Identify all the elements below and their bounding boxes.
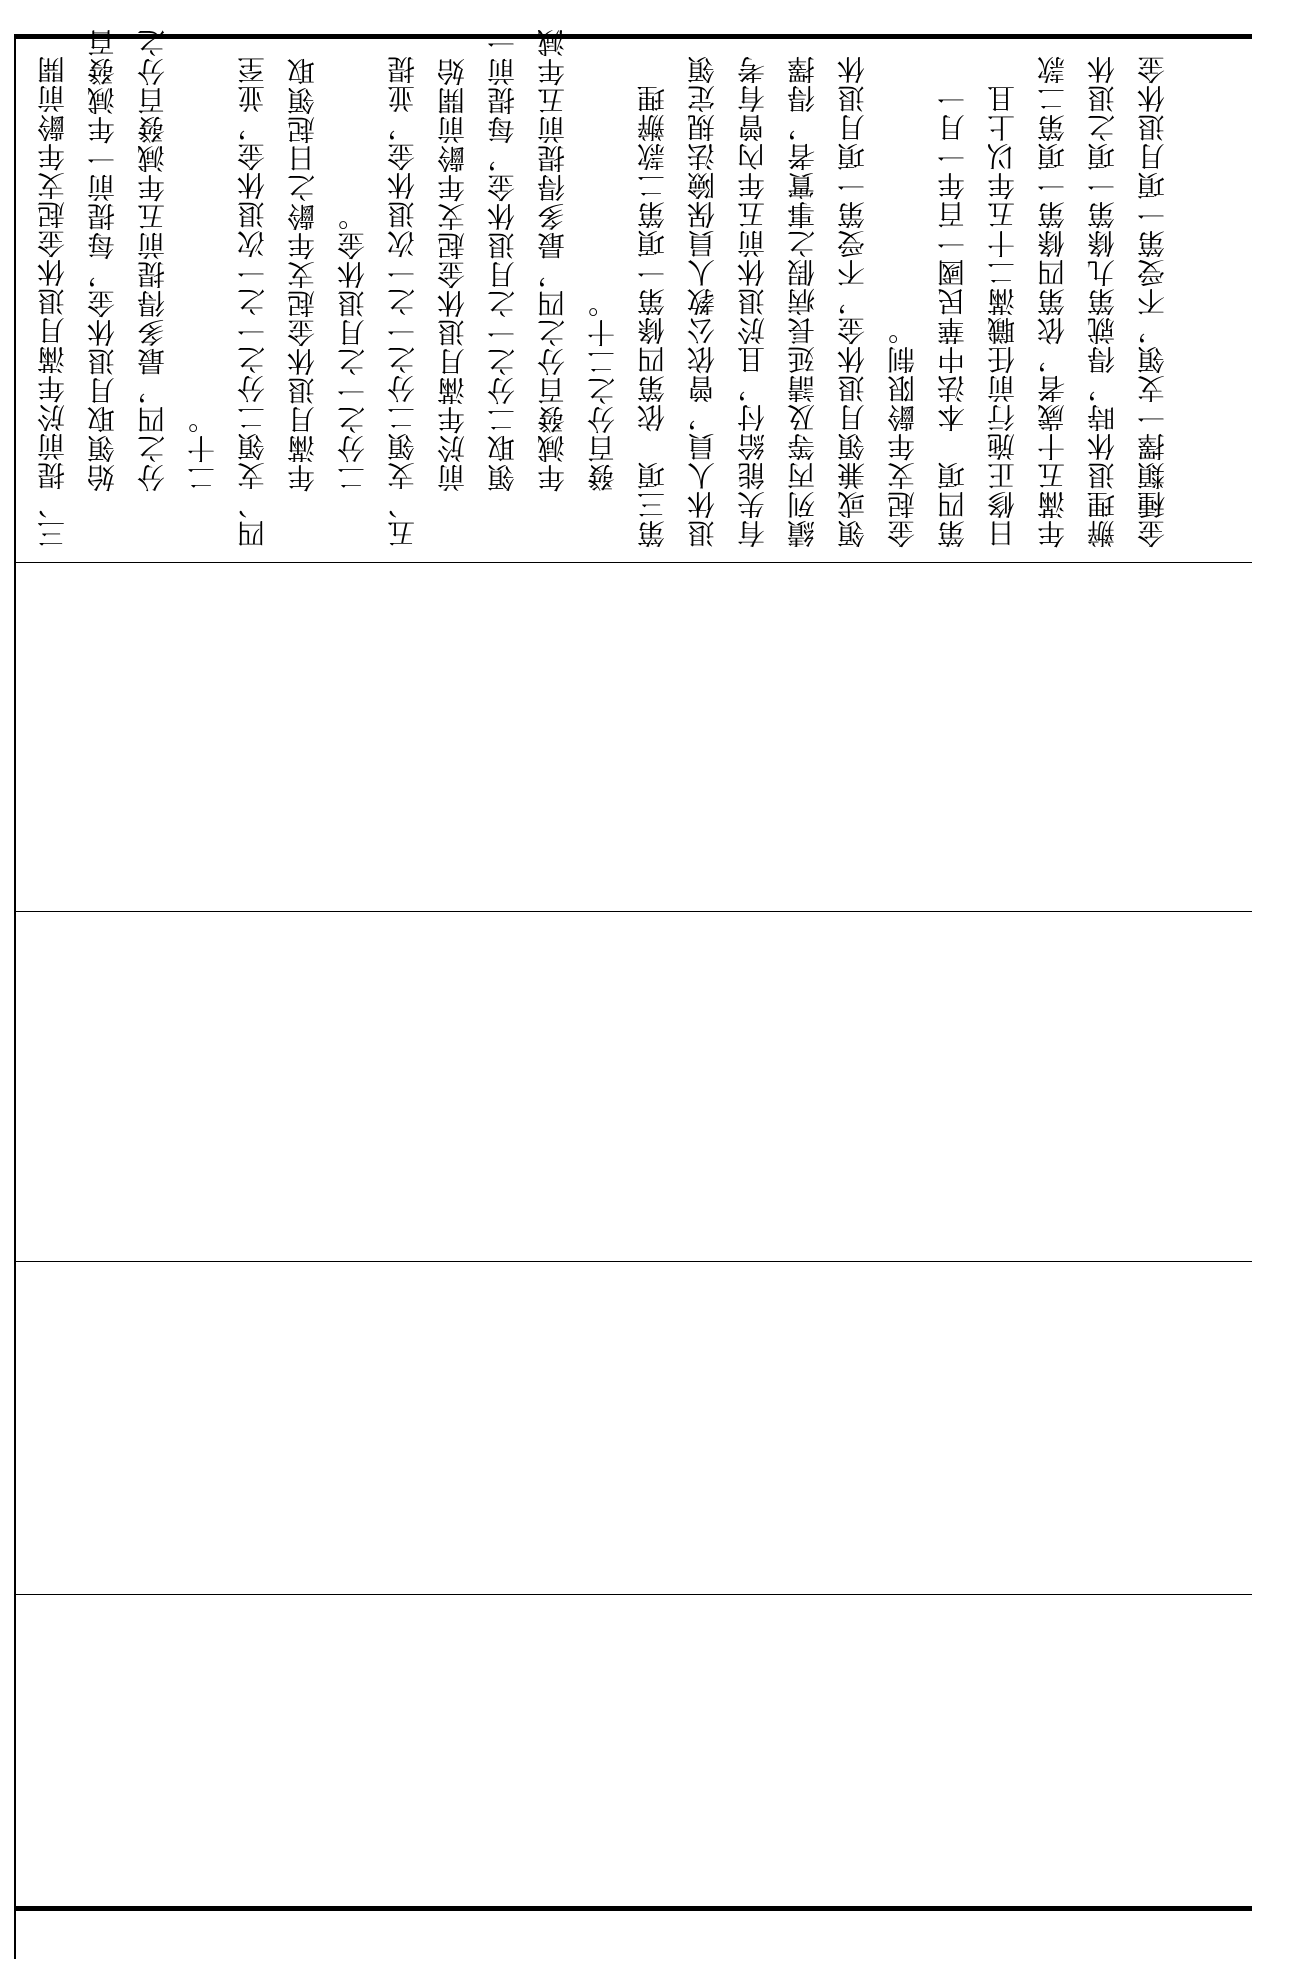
text-line: 發百分之二十。 xyxy=(586,289,619,492)
text-line: 四、支領二分之一之一次退休金，並至 xyxy=(236,55,269,548)
text-line: 五、支領二分之一之一次退休金，並提 xyxy=(386,55,419,548)
text-line: 退休人員，曾依公教人員保險法規定領 xyxy=(686,55,719,548)
bottom-rule xyxy=(14,1906,1252,1911)
text-line: 領取二分之一之月退休金，每提前一 xyxy=(486,28,519,492)
article-text-block xyxy=(28,28,1250,548)
table-row-divider xyxy=(14,562,1252,563)
text-line: 領或兼領月退休金，不受第一項月退休 xyxy=(836,55,869,548)
text-line: 第四項 本法中華民國一百年一月一 xyxy=(936,84,969,548)
text-line: 年減發百分之四，最多得提前五年減 xyxy=(536,28,569,492)
text-line: 年滿五十歲者，依第四條第一項第二款 xyxy=(1036,55,1069,548)
text-line: 績列丙等及請延長病假之事實者，得擇 xyxy=(786,55,819,548)
text-line: 前於年滿月退休金起支年齡前開始 xyxy=(436,57,469,492)
table-row-divider xyxy=(14,1261,1252,1262)
text-line: 金起支年齡限制。 xyxy=(886,316,919,548)
table-row-divider xyxy=(14,911,1252,912)
text-line: 年滿月退休金起支年齡之日起領取 xyxy=(286,57,319,492)
table-row-divider xyxy=(14,1594,1252,1595)
text-line: 始領取月退休金，每提前一年減發百 xyxy=(86,28,119,492)
text-line: 二分之一之月退休金。 xyxy=(336,202,369,492)
text-line: 第三項 依第四條第一項第二款辦理 xyxy=(636,84,669,548)
text-line: 三、提前於年滿月退休金起支年齡前開 xyxy=(36,55,69,548)
text-line: 日修正施行前任職滿二十五年以上且 xyxy=(986,84,1019,548)
text-line: 分之四，最多得提前五年減發百分之 xyxy=(136,28,169,492)
text-line: 金種類擇一支領，不受第一項月退休金 xyxy=(1136,55,1169,548)
text-line: 二十。 xyxy=(186,405,219,492)
text-line: 有失能給付，且於退休前五年內曾有考 xyxy=(736,55,769,548)
text-line: 辦理退休時，得就第九條第一項之退休 xyxy=(1086,55,1119,548)
